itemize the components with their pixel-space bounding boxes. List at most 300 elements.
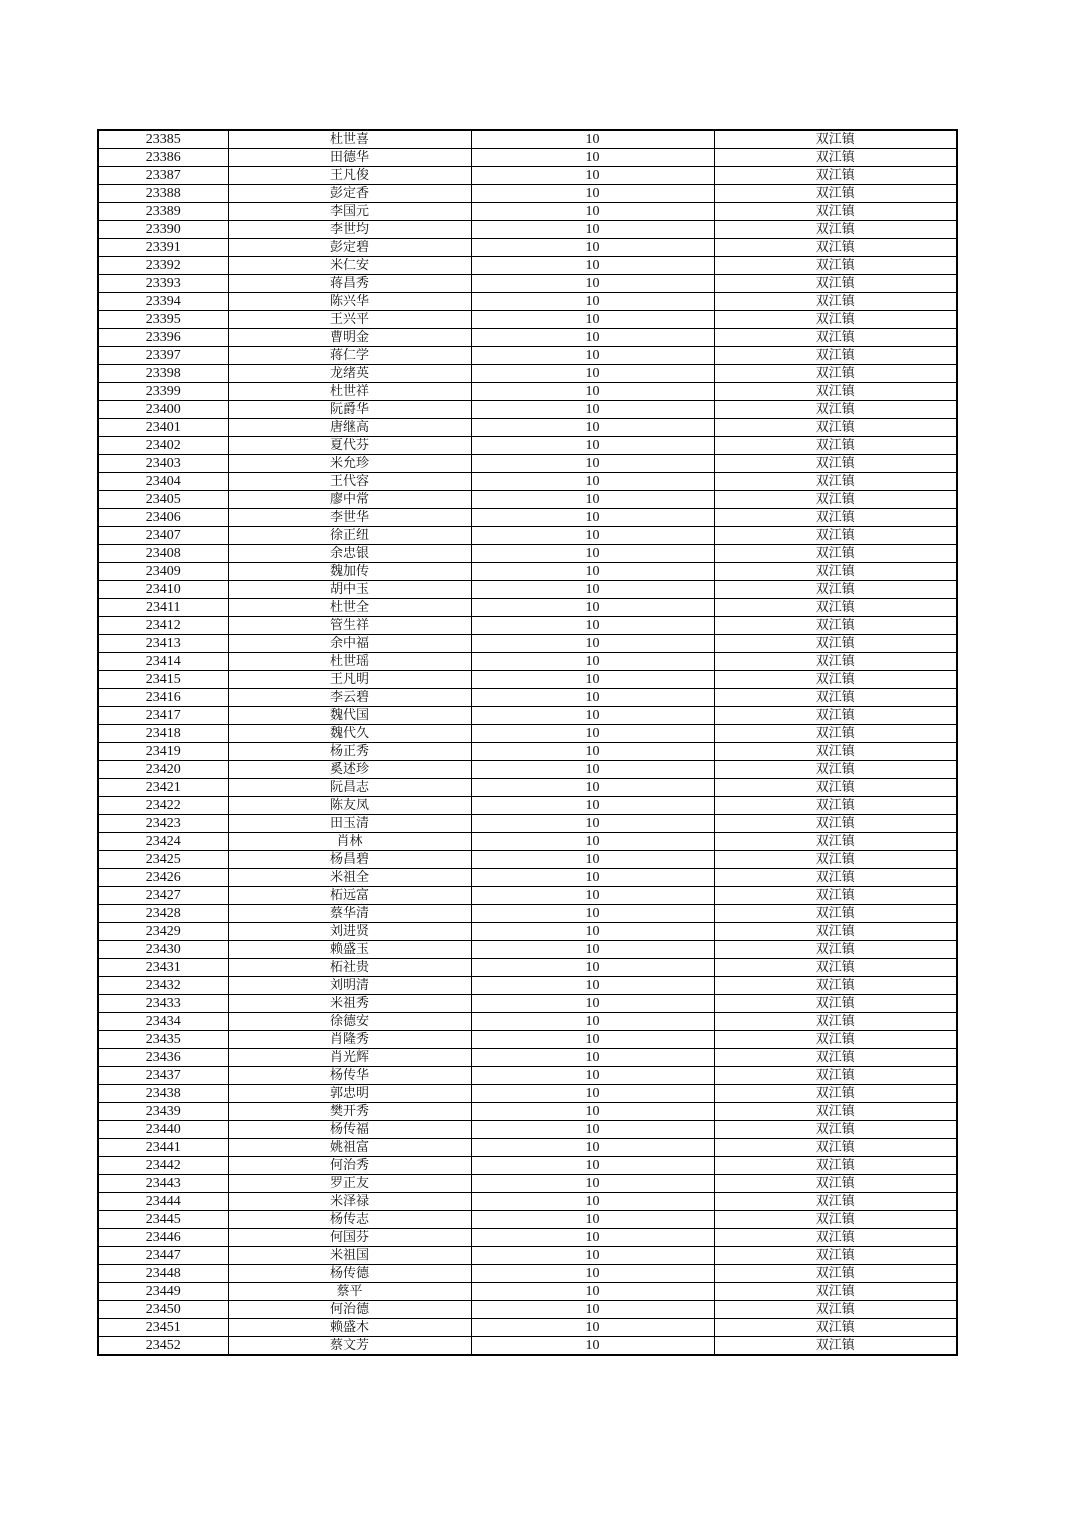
table-row <box>98 977 957 995</box>
table-row <box>98 239 957 257</box>
amount-cell: 10 <box>471 1337 714 1356</box>
table-row <box>98 365 957 383</box>
amount-cell: 10 <box>471 239 714 257</box>
amount-cell: 10 <box>471 1049 714 1067</box>
table-row <box>98 599 957 617</box>
name-cell: 曹明金 <box>228 329 471 347</box>
amount-cell: 10 <box>471 185 714 203</box>
row-number-cell: 23418 <box>98 725 228 743</box>
row-number-cell: 23407 <box>98 527 228 545</box>
town-cell: 双江镇 <box>714 1157 957 1175</box>
table-row <box>98 815 957 833</box>
town-cell: 双江镇 <box>714 887 957 905</box>
row-number-cell: 23445 <box>98 1211 228 1229</box>
amount-cell: 10 <box>471 1067 714 1085</box>
town-cell: 双江镇 <box>714 365 957 383</box>
town-cell: 双江镇 <box>714 1301 957 1319</box>
table-row <box>98 581 957 599</box>
name-cell: 徐德安 <box>228 1013 471 1031</box>
table-row <box>98 1193 957 1211</box>
row-number-cell: 23408 <box>98 545 228 563</box>
row-number-cell: 23399 <box>98 383 228 401</box>
town-cell: 双江镇 <box>714 725 957 743</box>
town-cell: 双江镇 <box>714 1193 957 1211</box>
row-number-cell: 23389 <box>98 203 228 221</box>
table-row <box>98 383 957 401</box>
town-cell: 双江镇 <box>714 347 957 365</box>
table-row <box>98 203 957 221</box>
row-number-cell: 23396 <box>98 329 228 347</box>
table-row <box>98 545 957 563</box>
amount-cell: 10 <box>471 149 714 167</box>
name-cell: 蔡平 <box>228 1283 471 1301</box>
town-cell: 双江镇 <box>714 941 957 959</box>
name-cell: 杜世喜 <box>228 130 471 149</box>
row-number-cell: 23415 <box>98 671 228 689</box>
name-cell: 赖盛玉 <box>228 941 471 959</box>
name-cell: 田玉清 <box>228 815 471 833</box>
amount-cell: 10 <box>471 311 714 329</box>
table-row <box>98 437 957 455</box>
name-cell: 王凡俊 <box>228 167 471 185</box>
table-row <box>98 473 957 491</box>
row-number-cell: 23387 <box>98 167 228 185</box>
name-cell: 何治秀 <box>228 1157 471 1175</box>
name-cell: 魏加传 <box>228 563 471 581</box>
table-row <box>98 455 957 473</box>
row-number-cell: 23417 <box>98 707 228 725</box>
amount-cell: 10 <box>471 941 714 959</box>
amount-cell: 10 <box>471 1283 714 1301</box>
table-row <box>98 293 957 311</box>
row-number-cell: 23410 <box>98 581 228 599</box>
name-cell: 杨传德 <box>228 1265 471 1283</box>
town-cell: 双江镇 <box>714 1049 957 1067</box>
amount-cell: 10 <box>471 1103 714 1121</box>
town-cell: 双江镇 <box>714 1283 957 1301</box>
table-row <box>98 149 957 167</box>
table-body <box>98 130 957 1355</box>
town-cell: 双江镇 <box>714 1121 957 1139</box>
town-cell: 双江镇 <box>714 1031 957 1049</box>
row-number-cell: 23401 <box>98 419 228 437</box>
amount-cell: 10 <box>471 383 714 401</box>
amount-cell: 10 <box>471 599 714 617</box>
row-number-cell: 23391 <box>98 239 228 257</box>
name-cell: 何治德 <box>228 1301 471 1319</box>
town-cell: 双江镇 <box>714 419 957 437</box>
amount-cell: 10 <box>471 995 714 1013</box>
name-cell: 陈友凤 <box>228 797 471 815</box>
town-cell: 双江镇 <box>714 707 957 725</box>
row-number-cell: 23402 <box>98 437 228 455</box>
table-row <box>98 617 957 635</box>
row-number-cell: 23448 <box>98 1265 228 1283</box>
table-row <box>98 743 957 761</box>
table-row <box>98 1175 957 1193</box>
name-cell: 李国元 <box>228 203 471 221</box>
amount-cell: 10 <box>471 1139 714 1157</box>
name-cell: 米祖全 <box>228 869 471 887</box>
town-cell: 双江镇 <box>714 851 957 869</box>
table-row <box>98 635 957 653</box>
table-row <box>98 689 957 707</box>
table-row <box>98 509 957 527</box>
amount-cell: 10 <box>471 1175 714 1193</box>
name-cell: 赖盛木 <box>228 1319 471 1337</box>
row-number-cell: 23434 <box>98 1013 228 1031</box>
amount-cell: 10 <box>471 419 714 437</box>
row-number-cell: 23393 <box>98 275 228 293</box>
town-cell: 双江镇 <box>714 257 957 275</box>
town-cell: 双江镇 <box>714 779 957 797</box>
name-cell: 唐继高 <box>228 419 471 437</box>
amount-cell: 10 <box>471 1229 714 1247</box>
town-cell: 双江镇 <box>714 473 957 491</box>
amount-cell: 10 <box>471 689 714 707</box>
data-table <box>97 129 958 1356</box>
amount-cell: 10 <box>471 635 714 653</box>
town-cell: 双江镇 <box>714 689 957 707</box>
row-number-cell: 23414 <box>98 653 228 671</box>
amount-cell: 10 <box>471 797 714 815</box>
row-number-cell: 23419 <box>98 743 228 761</box>
row-number-cell: 23427 <box>98 887 228 905</box>
table-row <box>98 959 957 977</box>
town-cell: 双江镇 <box>714 455 957 473</box>
table-row <box>98 707 957 725</box>
town-cell: 双江镇 <box>714 329 957 347</box>
amount-cell: 10 <box>471 293 714 311</box>
row-number-cell: 23420 <box>98 761 228 779</box>
table-row <box>98 1265 957 1283</box>
amount-cell: 10 <box>471 1301 714 1319</box>
name-cell: 蔡文芳 <box>228 1337 471 1356</box>
amount-cell: 10 <box>471 491 714 509</box>
row-number-cell: 23452 <box>98 1337 228 1356</box>
town-cell: 双江镇 <box>714 815 957 833</box>
row-number-cell: 23398 <box>98 365 228 383</box>
table-row <box>98 221 957 239</box>
town-cell: 双江镇 <box>714 995 957 1013</box>
row-number-cell: 23450 <box>98 1301 228 1319</box>
table-row <box>98 941 957 959</box>
table-row <box>98 923 957 941</box>
name-cell: 蒋仁学 <box>228 347 471 365</box>
table-row <box>98 527 957 545</box>
name-cell: 余忠银 <box>228 545 471 563</box>
row-number-cell: 23416 <box>98 689 228 707</box>
table-row <box>98 275 957 293</box>
name-cell: 罗正友 <box>228 1175 471 1193</box>
town-cell: 双江镇 <box>714 545 957 563</box>
name-cell: 李世均 <box>228 221 471 239</box>
name-cell: 徐正纽 <box>228 527 471 545</box>
town-cell: 双江镇 <box>714 1067 957 1085</box>
town-cell: 双江镇 <box>714 833 957 851</box>
amount-cell: 10 <box>471 671 714 689</box>
table-row <box>98 1139 957 1157</box>
town-cell: 双江镇 <box>714 1337 957 1356</box>
amount-cell: 10 <box>471 130 714 149</box>
name-cell: 杨正秀 <box>228 743 471 761</box>
name-cell: 肖林 <box>228 833 471 851</box>
town-cell: 双江镇 <box>714 599 957 617</box>
row-number-cell: 23432 <box>98 977 228 995</box>
table-row <box>98 779 957 797</box>
table-row <box>98 329 957 347</box>
table-row <box>98 1283 957 1301</box>
table-row <box>98 905 957 923</box>
amount-cell: 10 <box>471 527 714 545</box>
name-cell: 蔡华清 <box>228 905 471 923</box>
town-cell: 双江镇 <box>714 167 957 185</box>
name-cell: 龙绪英 <box>228 365 471 383</box>
town-cell: 双江镇 <box>714 905 957 923</box>
name-cell: 王代容 <box>228 473 471 491</box>
table-row <box>98 1301 957 1319</box>
row-number-cell: 23397 <box>98 347 228 365</box>
town-cell: 双江镇 <box>714 1013 957 1031</box>
amount-cell: 10 <box>471 437 714 455</box>
table-row <box>98 761 957 779</box>
row-number-cell: 23409 <box>98 563 228 581</box>
name-cell: 田德华 <box>228 149 471 167</box>
table-row <box>98 347 957 365</box>
amount-cell: 10 <box>471 1193 714 1211</box>
amount-cell: 10 <box>471 905 714 923</box>
town-cell: 双江镇 <box>714 149 957 167</box>
row-number-cell: 23433 <box>98 995 228 1013</box>
table-row <box>98 1121 957 1139</box>
amount-cell: 10 <box>471 779 714 797</box>
amount-cell: 10 <box>471 707 714 725</box>
name-cell: 王兴平 <box>228 311 471 329</box>
row-number-cell: 23422 <box>98 797 228 815</box>
row-number-cell: 23421 <box>98 779 228 797</box>
town-cell: 双江镇 <box>714 437 957 455</box>
table-row <box>98 1049 957 1067</box>
amount-cell: 10 <box>471 1265 714 1283</box>
amount-cell: 10 <box>471 959 714 977</box>
row-number-cell: 23385 <box>98 130 228 149</box>
table-row <box>98 491 957 509</box>
name-cell: 杨昌碧 <box>228 851 471 869</box>
table-row <box>98 833 957 851</box>
town-cell: 双江镇 <box>714 653 957 671</box>
town-cell: 双江镇 <box>714 1319 957 1337</box>
town-cell: 双江镇 <box>714 977 957 995</box>
table-row <box>98 257 957 275</box>
row-number-cell: 23403 <box>98 455 228 473</box>
town-cell: 双江镇 <box>714 1085 957 1103</box>
town-cell: 双江镇 <box>714 671 957 689</box>
table-row <box>98 1337 957 1356</box>
name-cell: 魏代久 <box>228 725 471 743</box>
town-cell: 双江镇 <box>714 527 957 545</box>
town-cell: 双江镇 <box>714 275 957 293</box>
town-cell: 双江镇 <box>714 185 957 203</box>
name-cell: 管生祥 <box>228 617 471 635</box>
town-cell: 双江镇 <box>714 221 957 239</box>
town-cell: 双江镇 <box>714 1229 957 1247</box>
amount-cell: 10 <box>471 581 714 599</box>
table-row <box>98 1247 957 1265</box>
town-cell: 双江镇 <box>714 1175 957 1193</box>
amount-cell: 10 <box>471 455 714 473</box>
amount-cell: 10 <box>471 1247 714 1265</box>
name-cell: 李世华 <box>228 509 471 527</box>
name-cell: 李云碧 <box>228 689 471 707</box>
name-cell: 柘远富 <box>228 887 471 905</box>
name-cell: 柘社贵 <box>228 959 471 977</box>
town-cell: 双江镇 <box>714 581 957 599</box>
table-row <box>98 130 957 149</box>
amount-cell: 10 <box>471 725 714 743</box>
row-number-cell: 23390 <box>98 221 228 239</box>
name-cell: 余中福 <box>228 635 471 653</box>
table-row <box>98 401 957 419</box>
town-cell: 双江镇 <box>714 617 957 635</box>
name-cell: 何国芬 <box>228 1229 471 1247</box>
name-cell: 米祖秀 <box>228 995 471 1013</box>
amount-cell: 10 <box>471 275 714 293</box>
table-row <box>98 311 957 329</box>
amount-cell: 10 <box>471 401 714 419</box>
row-number-cell: 23406 <box>98 509 228 527</box>
amount-cell: 10 <box>471 851 714 869</box>
row-number-cell: 23423 <box>98 815 228 833</box>
row-number-cell: 23405 <box>98 491 228 509</box>
amount-cell: 10 <box>471 545 714 563</box>
town-cell: 双江镇 <box>714 509 957 527</box>
row-number-cell: 23444 <box>98 1193 228 1211</box>
row-number-cell: 23386 <box>98 149 228 167</box>
table-row <box>98 1031 957 1049</box>
town-cell: 双江镇 <box>714 311 957 329</box>
name-cell: 杜世瑶 <box>228 653 471 671</box>
town-cell: 双江镇 <box>714 1103 957 1121</box>
town-cell: 双江镇 <box>714 635 957 653</box>
town-cell: 双江镇 <box>714 401 957 419</box>
table-row <box>98 1067 957 1085</box>
row-number-cell: 23449 <box>98 1283 228 1301</box>
name-cell: 杨传福 <box>228 1121 471 1139</box>
amount-cell: 10 <box>471 977 714 995</box>
town-cell: 双江镇 <box>714 491 957 509</box>
row-number-cell: 23394 <box>98 293 228 311</box>
town-cell: 双江镇 <box>714 923 957 941</box>
amount-cell: 10 <box>471 365 714 383</box>
amount-cell: 10 <box>471 617 714 635</box>
name-cell: 米祖国 <box>228 1247 471 1265</box>
name-cell: 米仁安 <box>228 257 471 275</box>
amount-cell: 10 <box>471 743 714 761</box>
amount-cell: 10 <box>471 1121 714 1139</box>
row-number-cell: 23437 <box>98 1067 228 1085</box>
table-row <box>98 1103 957 1121</box>
row-number-cell: 23443 <box>98 1175 228 1193</box>
town-cell: 双江镇 <box>714 1139 957 1157</box>
row-number-cell: 23442 <box>98 1157 228 1175</box>
name-cell: 肖隆秀 <box>228 1031 471 1049</box>
amount-cell: 10 <box>471 257 714 275</box>
table-row <box>98 671 957 689</box>
name-cell: 杨传华 <box>228 1067 471 1085</box>
row-number-cell: 23451 <box>98 1319 228 1337</box>
name-cell: 肖光辉 <box>228 1049 471 1067</box>
name-cell: 杜世全 <box>228 599 471 617</box>
table-row <box>98 185 957 203</box>
table-row <box>98 1229 957 1247</box>
town-cell: 双江镇 <box>714 743 957 761</box>
row-number-cell: 23439 <box>98 1103 228 1121</box>
table-row <box>98 167 957 185</box>
amount-cell: 10 <box>471 815 714 833</box>
row-number-cell: 23430 <box>98 941 228 959</box>
name-cell: 阮爵华 <box>228 401 471 419</box>
amount-cell: 10 <box>471 1085 714 1103</box>
name-cell: 米泽禄 <box>228 1193 471 1211</box>
amount-cell: 10 <box>471 203 714 221</box>
town-cell: 双江镇 <box>714 203 957 221</box>
table-row <box>98 1211 957 1229</box>
table-row <box>98 869 957 887</box>
amount-cell: 10 <box>471 563 714 581</box>
table-row <box>98 653 957 671</box>
table-row <box>98 725 957 743</box>
amount-cell: 10 <box>471 1211 714 1229</box>
amount-cell: 10 <box>471 347 714 365</box>
town-cell: 双江镇 <box>714 869 957 887</box>
row-number-cell: 23438 <box>98 1085 228 1103</box>
table-row <box>98 1319 957 1337</box>
amount-cell: 10 <box>471 761 714 779</box>
town-cell: 双江镇 <box>714 761 957 779</box>
row-number-cell: 23440 <box>98 1121 228 1139</box>
name-cell: 陈兴华 <box>228 293 471 311</box>
town-cell: 双江镇 <box>714 293 957 311</box>
town-cell: 双江镇 <box>714 130 957 149</box>
amount-cell: 10 <box>471 887 714 905</box>
name-cell: 郭忠明 <box>228 1085 471 1103</box>
table-row <box>98 563 957 581</box>
amount-cell: 10 <box>471 509 714 527</box>
amount-cell: 10 <box>471 833 714 851</box>
amount-cell: 10 <box>471 1031 714 1049</box>
row-number-cell: 23388 <box>98 185 228 203</box>
name-cell: 魏代国 <box>228 707 471 725</box>
name-cell: 彭定香 <box>228 185 471 203</box>
amount-cell: 10 <box>471 869 714 887</box>
table-row <box>98 797 957 815</box>
name-cell: 夏代芬 <box>228 437 471 455</box>
town-cell: 双江镇 <box>714 1211 957 1229</box>
name-cell: 彭定碧 <box>228 239 471 257</box>
row-number-cell: 23441 <box>98 1139 228 1157</box>
town-cell: 双江镇 <box>714 1265 957 1283</box>
town-cell: 双江镇 <box>714 1247 957 1265</box>
row-number-cell: 23395 <box>98 311 228 329</box>
table-row <box>98 1013 957 1031</box>
row-number-cell: 23431 <box>98 959 228 977</box>
row-number-cell: 23400 <box>98 401 228 419</box>
row-number-cell: 23429 <box>98 923 228 941</box>
row-number-cell: 23425 <box>98 851 228 869</box>
table-row <box>98 851 957 869</box>
name-cell: 奚述珍 <box>228 761 471 779</box>
row-number-cell: 23446 <box>98 1229 228 1247</box>
